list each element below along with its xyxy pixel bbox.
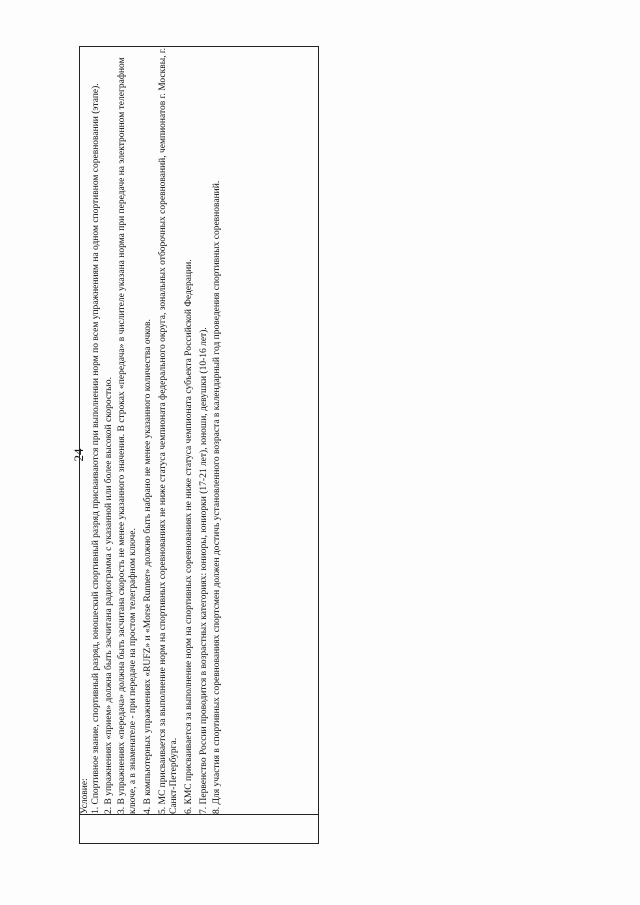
condition-item-4: 4. В компьютерных упражнениях «RUFZ» и «Morse Runner» должно быть набрано не менее указанного количества очков. — [143, 319, 153, 814]
condition-item-7: 7. Первенство России проводится в возрастных категориях: юниоры, юниорки (17-21 лет), юноши, девушки (10-16 лет). — [199, 327, 209, 814]
condition-item-5: 5. МС присваивается за выполнение норм на спортивных соревнованиях не ниже статуса чемпионата федерального округа, зональных отборочных соревнований, чемпионатов г. Москвы, г. Санкт-Петербурга. — [158, 47, 179, 814]
conditions-title: Условие: — [80, 778, 90, 814]
condition-item-6: 6. КМС присваивается за выполнение норм на спортивных соревнованиях не ниже статуса чемпионата субъекта Российской Федерации. — [184, 259, 194, 814]
conditions-table-rotated — [79, 46, 319, 844]
table-row — [80, 47, 319, 844]
conditions-table-wrapper — [79, 46, 319, 844]
condition-item-2: 2. В упражнениях «прием» должна быть засчитана радиограмма с указанной или более высокой скоростью. — [104, 377, 114, 814]
page-number: 24 — [71, 448, 86, 462]
condition-item-3: 3. В упражнениях «передача» должна быть засчитана скорость не менее указанного значения. В строках «передача» в числителе указана норма при передаче на электронном телеграфном ключе, а в знаменателе - при передаче на простом телеграфном ключе. — [117, 57, 138, 814]
condition-item-1: 1. Спортивное звание, спортивный разряд, юношеский спортивный разряд присваиваются при выполнении норм по всем упражнениям на одном спортивном соревновании (этапе). — [91, 83, 101, 814]
condition-item-8: 8. Для участия в спортивных соревнованиях спортсмен должен достичь установленного возраста в календарный год проведения спортивных соревнований. — [212, 180, 222, 814]
conditions-cell — [80, 47, 319, 815]
blank-column-cell — [80, 815, 319, 844]
conditions-table — [79, 46, 319, 844]
